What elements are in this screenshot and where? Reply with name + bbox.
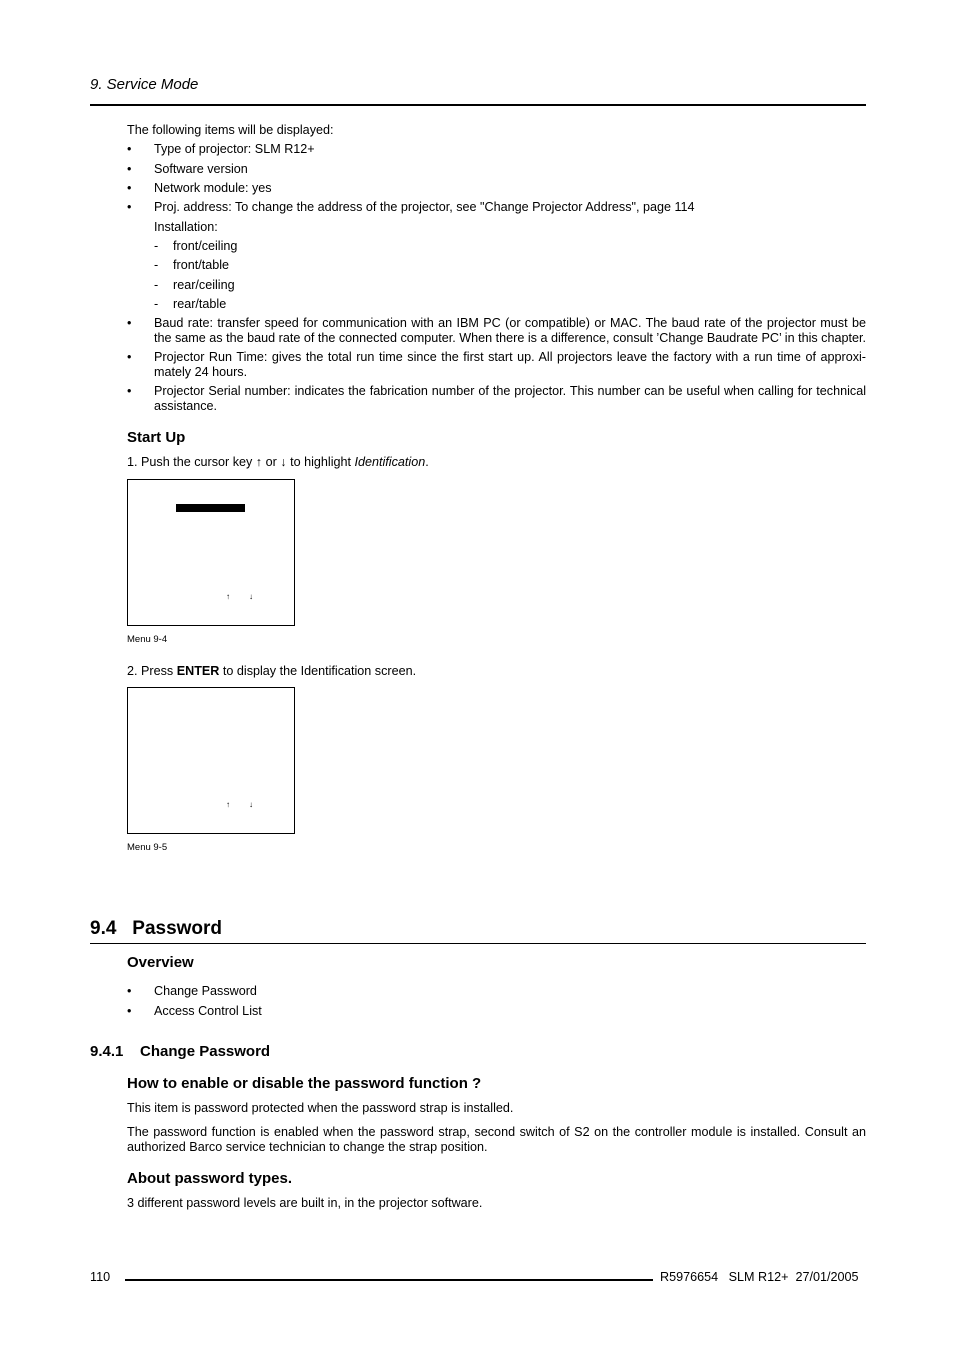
list-item: Software version	[154, 162, 248, 176]
dash-marker: -	[154, 297, 159, 311]
step-1	[127, 455, 429, 470]
arrow-down-icon: ↓	[249, 800, 253, 809]
dash-marker: -	[154, 278, 159, 292]
footer-rule	[125, 1279, 653, 1281]
intro-text: The following items will be displayed:	[127, 123, 334, 137]
section-title: Password	[132, 918, 223, 939]
bullet-marker: •	[127, 384, 132, 398]
installation-option: front/ceiling	[173, 239, 238, 253]
menu-9-5-screenshot	[127, 687, 295, 834]
list-item: Projector Run Time: gives the total run time since the first start up. All projectors leave the factory with a run time of approxi- mately 24 hours.	[154, 350, 866, 379]
step-2-key: ENTER	[176, 664, 220, 678]
arrow-down-icon: ↓	[249, 592, 253, 601]
enable-heading: How to enable or disable the password function ?	[127, 1075, 482, 1092]
bullet-marker: •	[127, 1004, 132, 1018]
bullet-marker: •	[127, 181, 132, 195]
startup-heading: Start Up	[127, 429, 186, 446]
menu-9-4-screenshot	[127, 479, 295, 626]
installation-option: rear/table	[173, 297, 227, 311]
page-number: 110	[90, 1270, 111, 1284]
list-item: Type of projector: SLM R12+	[154, 142, 315, 156]
installation-option: front/table	[173, 258, 230, 272]
installation-label: Installation:	[154, 220, 218, 234]
list-item: Proj. address: To change the address of the projector, see "Change Projector Address", page 114	[154, 200, 695, 214]
overview-heading: Overview	[127, 954, 194, 971]
step-1-text: 1. Push the cursor key ↑ or ↓ to highlight	[127, 455, 355, 469]
document-id: R5976654 SLM R12+ 27/01/2005	[660, 1270, 859, 1284]
bullet-marker: •	[127, 162, 132, 176]
overview-item: Change Password	[154, 984, 257, 998]
subsection-number: 9.4.1	[90, 1043, 124, 1060]
section-number: 9.4	[90, 918, 117, 939]
header-rule	[90, 104, 866, 106]
subsection-title: Change Password	[140, 1043, 271, 1060]
overview-item: Access Control List	[154, 1004, 262, 1018]
step-1-emphasis: Identification	[354, 455, 426, 469]
bullet-marker: •	[127, 142, 132, 156]
bullet-marker: •	[127, 200, 132, 214]
list-item: Network module: yes	[154, 181, 272, 195]
dash-marker: -	[154, 239, 159, 253]
step-2	[127, 664, 416, 679]
types-heading: About password types.	[127, 1170, 293, 1187]
step-2-suffix: to display the Identification screen.	[219, 664, 417, 678]
menu-caption: Menu 9-5	[127, 842, 168, 853]
menu-caption: Menu 9-4	[127, 634, 168, 645]
list-item: Projector Serial number: indicates the fabrication number of the projector. This number can be useful when calling for technical assistance.	[154, 384, 866, 413]
subsection-heading	[90, 1043, 270, 1060]
section-rule	[90, 943, 866, 944]
step-1-suffix: .	[425, 455, 429, 469]
paragraph: 3 different password levels are built in, in the projector software.	[127, 1196, 483, 1210]
running-header: 9. Service Mode	[90, 76, 199, 93]
highlight-bar	[176, 504, 245, 512]
paragraph: This item is password protected when the password strap is installed.	[127, 1101, 514, 1115]
dash-marker: -	[154, 258, 159, 272]
arrow-up-icon: ↑	[226, 592, 230, 601]
paragraph: The password function is enabled when the password strap, second switch of S2 on the controller module is installed. Consult an authorized Barco service technician to change the strap position.	[127, 1125, 866, 1154]
bullet-marker: •	[127, 316, 132, 330]
bullet-marker: •	[127, 984, 132, 998]
bullet-marker: •	[127, 350, 132, 364]
step-2-text: 2. Press	[127, 664, 177, 678]
installation-option: rear/ceiling	[173, 278, 235, 292]
list-item: Baud rate: transfer speed for communication with an IBM PC (or compatible) or MAC. The baud rate of the projector must be the same as the baud rate of the connected computer. When there is a difference, consult ’Change Baudrate PC’ in this chapter.	[154, 316, 866, 345]
arrow-up-icon: ↑	[226, 800, 230, 809]
section-heading	[90, 918, 222, 940]
